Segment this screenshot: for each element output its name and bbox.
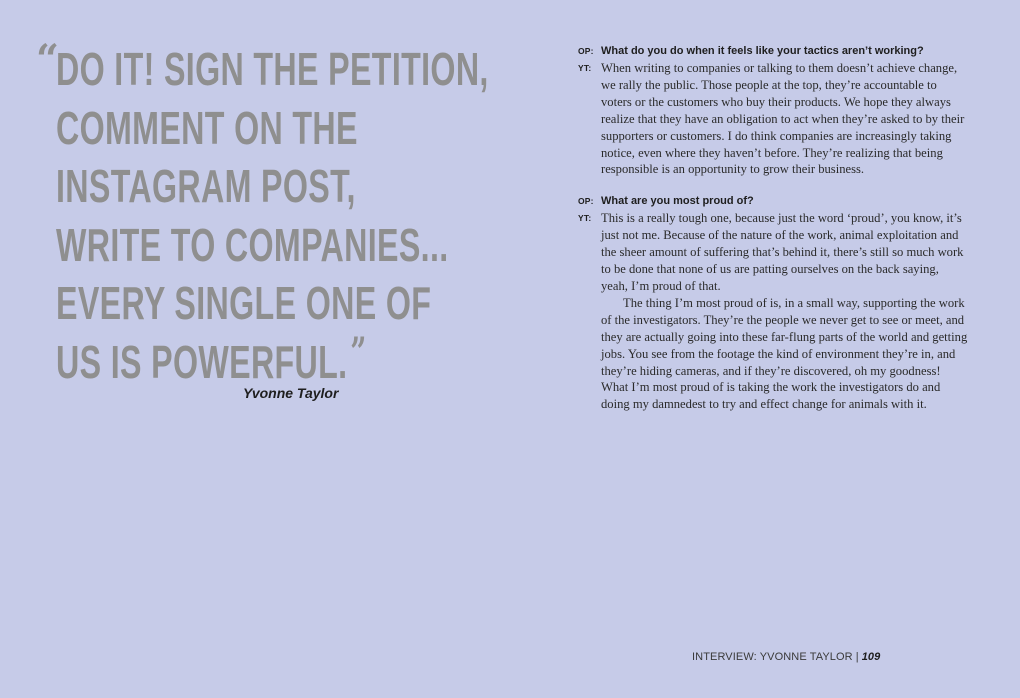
- pull-quote-line: COMMENT ON THE: [56, 101, 358, 154]
- question-row: [578, 43, 968, 60]
- pull-quote-line: EVERY SINGLE ONE OF: [56, 277, 432, 329]
- interviewer-label: OP:: [578, 196, 594, 207]
- pull-quote-line-text: US IS POWERFUL.: [56, 335, 348, 388]
- interviewee-label: YT:: [578, 63, 592, 73]
- answer-text: [601, 60, 968, 178]
- pull-quote-line: WRITE TO COMPANIES...: [56, 218, 449, 271]
- interviewer-label: OP:: [578, 46, 594, 56]
- answer-paragraph: This is a really tough one, because just the word ‘proud’, you know, it’s just not me. Because of the nature of the work, animal exploitation and the sheer amount of suffering that’s behind it, there’s still so much work to be done that none of us are patting ourselves on the back saying, yeah, I’m proud of that.: [601, 211, 964, 293]
- answer-paragraph: The thing I’m most proud of is, in a small way, supporting the work of the investigators. They’re the people we never get to see or meet, and they are actually going into these far-flung parts of the world and getting jobs. You see from the footage the kind of environment they’re in, and they’re hiding cameras, and if they’re discovered, oh my goodness! What I’m most proud of is taking the work the investigators do and doing my damnedest to try and effect change for animals with it.: [601, 295, 968, 412]
- page-number: 109: [861, 651, 881, 663]
- page-footer: [692, 651, 880, 663]
- running-header: INTERVIEW: YVONNE TAYLOR: [692, 651, 853, 663]
- pull-quote-line: INSTAGRAM POST,: [56, 160, 356, 212]
- question-row: [578, 193, 968, 210]
- answer-paragraph: When writing to companies or talking to them doesn’t achieve change, we rally the public. Those people at the top, they’re accountable to voters or the customers who buy their products. We hope they always realize that they have an obligation to act when they’re asked to by their supporters or customers. I do think companies are increasingly taking notice, even where they haven’t before. They’re realizing that being responsible is an opportunity to grow their business.: [601, 61, 965, 177]
- close-quote-mark: ”: [350, 328, 367, 376]
- open-quote-mark: “: [36, 36, 60, 83]
- pull-quote-line: DO IT! SIGN THE PETITION,: [56, 43, 489, 95]
- interviewee-label: YT:: [578, 213, 592, 224]
- quote-attribution: Yvonne Taylor: [243, 385, 339, 401]
- answer-text: [601, 210, 968, 413]
- question-text: What do you do when it feels like your tactics aren’t working?: [601, 45, 924, 57]
- pull-quote-last-line: [56, 328, 489, 392]
- answer-row: [578, 60, 968, 178]
- interview-column: [578, 43, 968, 413]
- question-text: What are you most proud of?: [601, 195, 754, 208]
- answer-row: [578, 210, 968, 413]
- footer-separator: |: [855, 651, 859, 663]
